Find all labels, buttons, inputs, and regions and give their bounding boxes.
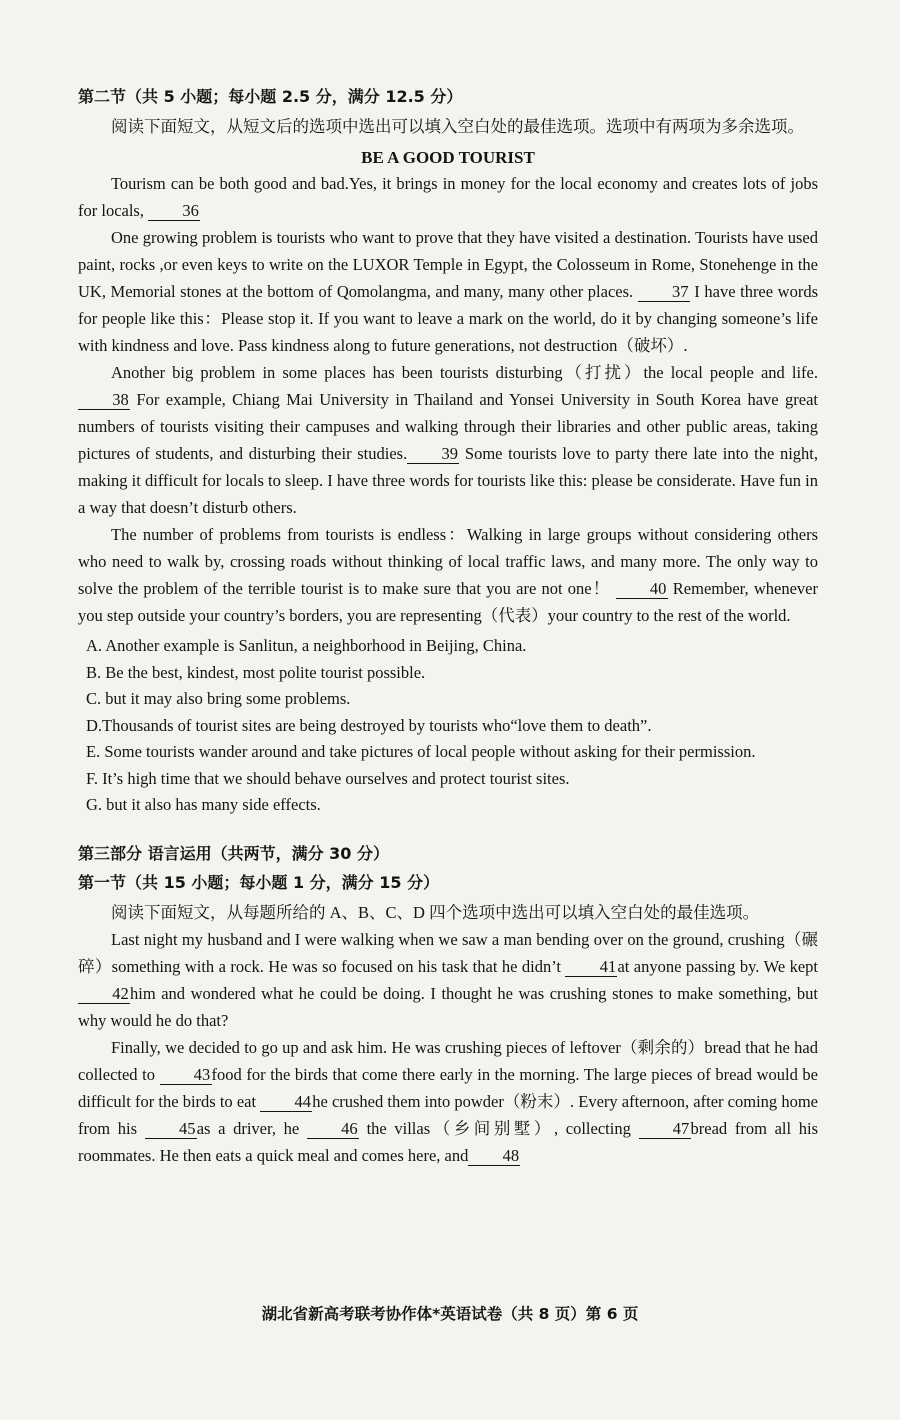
option-a: A. Another example is Sanlitun, a neighborhood in Beijing, China.: [86, 636, 527, 655]
blank-47: 47: [639, 1120, 691, 1139]
paragraph-text: the villas（乡间别墅）, collecting: [358, 1118, 639, 1138]
part3-section1-heading: 第一节（共 15 小题；每小题 1 分，满分 15 分）: [78, 872, 440, 892]
paragraph-text: Some tourists love to party there late into the night, making it difficult for locals to sleep. I have three words for tourists like this: please be considerate. Have fun in a way that doesn’t disturb others.: [78, 444, 819, 517]
blank-36: 36: [148, 202, 200, 221]
blank-48: 48: [468, 1147, 520, 1166]
paragraph-text: Last night my husband and I were walking when we saw a man bending over on the ground, crushing（碾碎）something with a rock. He was so focused on his task that he didn’t: [78, 929, 818, 976]
option-b: B. Be the best, kindest, most polite tourist possible.: [86, 662, 426, 682]
paragraph-text: as a driver, he: [196, 1118, 307, 1138]
passage-paragraph-2: [78, 224, 818, 359]
paragraph-text: food for the birds that come there early in the morning. The large pieces of bread would be difficult for the birds to eat: [78, 1064, 818, 1111]
answer-options: [86, 633, 818, 819]
cloze-paragraph-1: [78, 926, 818, 1034]
passage-paragraph-4: [78, 521, 818, 629]
option-g: G. but it also has many side effects.: [86, 795, 321, 814]
option-e: E. Some tourists wander around and take pictures of local people without asking for their permission.: [86, 742, 756, 761]
paragraph-text: Finally, we decided to go up and ask him. He was crushing pieces of leftover（剩余的）bread that he had collected to: [78, 1037, 818, 1084]
paragraph-text: he crushed them into powder（粉末）. Every afternoon, after coming home from his: [78, 1091, 818, 1138]
passage-paragraph-3: [78, 359, 818, 521]
passage-title: BE A GOOD TOURIST: [361, 148, 535, 167]
blank-39: 39: [407, 445, 459, 464]
section2-heading: 第二节（共 5 小题；每小题 2.5 分，满分 12.5 分）: [78, 87, 463, 106]
paragraph-text: For example, Chiang Mai University in Thailand and Yonsei University in South Korea have great numbers of tourists visiting their campuses and walking through their libraries and other public areas, taking pictures of students, and disturbing their studies.: [78, 390, 818, 463]
option-f: F. It’s high time that we should behave ourselves and protect tourist sites.: [86, 768, 570, 788]
blank-44: 44: [260, 1093, 312, 1112]
paragraph-text: I have three words for people like this：Please stop it. If you want to leave a mark on the world, do it by changing someone’s life with kindness and love. Pass kindness along to future generations, not destruction（破坏）.: [78, 282, 818, 355]
blank-43: 43: [160, 1066, 212, 1085]
part3: [78, 841, 818, 1169]
paragraph-text: at anyone passing by. We kept: [617, 956, 818, 976]
paragraph-text: him and wondered what he could be doing. I thought he was crushing stones to make something, but why would he do that?: [78, 983, 818, 1030]
paragraph-text: Remember, whenever you step outside your country’s borders, you are representing（代表）your country to the rest of the world.: [78, 579, 818, 625]
paragraph-text: The number of problems from tourists is endless：Walking in large groups without considering others who need to walk by, crossing roads without thinking of local traffic laws, and many more. The only way to solve the problem of the terrible tourist is to make sure that you are not one！: [78, 525, 818, 598]
paragraph-text: One growing problem is tourists who want to prove that they have visited a destination. Tourists have used paint, rocks ,or even keys to write on the LUXOR Temple in Egypt, the Colosseum in Rome, Stonehenge in the UK, Memorial stones at the bottom of Qomolangma, and many, many other places.: [78, 228, 818, 301]
page-content: [78, 84, 818, 1169]
blank-42: 42: [78, 985, 130, 1004]
option-d: D.Thousands of tourist sites are being destroyed by tourists who“love them to death”.: [86, 715, 652, 735]
page-footer: 湖北省新高考联考协作体*英语试卷（共 8 页）第 6 页: [261, 1305, 639, 1323]
paragraph-text: bread from all his roommates. He then eats a quick meal and comes here, and: [78, 1118, 818, 1165]
paragraph-text: Tourism can be both good and bad.Yes, it brings in money for the local economy and creates lots of jobs for locals,: [78, 174, 818, 220]
part3-instruction: 阅读下面短文，从每题所给的 A、B、C、D 四个选项中选出可以填入空白处的最佳选项。: [111, 902, 760, 922]
blank-45: 45: [145, 1120, 197, 1139]
section2-instruction: 阅读下面短文，从短文后的选项中选出可以填入空白处的最佳选项。选项中有两项为多余选项。: [111, 117, 804, 136]
blank-37: 37: [638, 283, 690, 302]
blank-46: 46: [307, 1120, 359, 1139]
blank-41: 41: [565, 958, 617, 977]
option-c: C. but it may also bring some problems.: [86, 689, 351, 708]
paragraph-text: Another big problem in some places has been tourists disturbing（打扰）the local people and life.: [111, 363, 818, 382]
blank-38: 38: [78, 391, 130, 410]
part3-heading: 第三部分 语言运用（共两节，满分 30 分）: [78, 843, 389, 863]
cloze-paragraph-2: [78, 1034, 818, 1169]
passage-paragraph-1: [78, 170, 818, 224]
blank-40: 40: [616, 580, 668, 599]
